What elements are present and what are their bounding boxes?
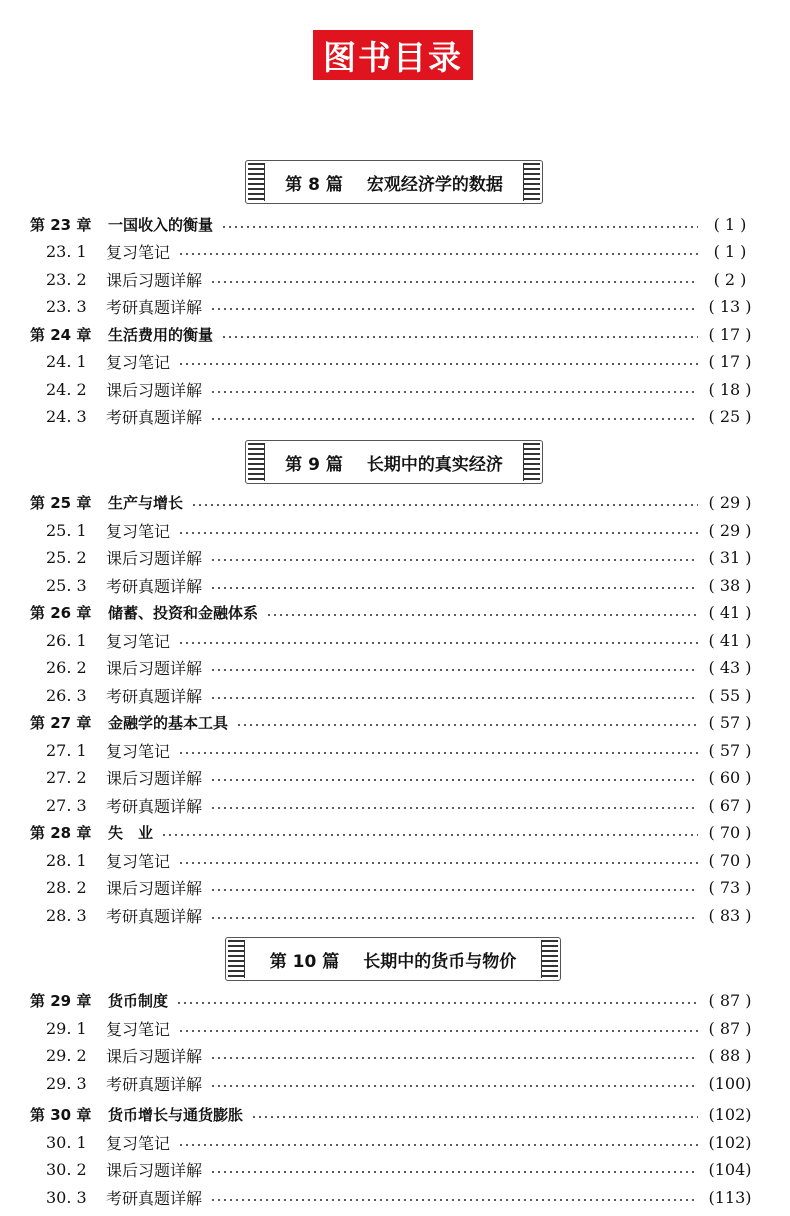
section-entry[interactable] [0, 544, 790, 571]
entry-number: 25. 3 [46, 576, 87, 595]
chapter-entry[interactable] [0, 489, 790, 516]
entry-page-number: ( 57 ) [708, 741, 752, 760]
entry-number: 25. 2 [46, 548, 87, 567]
entry-page-number: ( 38 ) [708, 576, 752, 595]
dot-leader [178, 752, 698, 754]
section-entry[interactable] [0, 1015, 790, 1042]
section-entry[interactable] [0, 238, 790, 265]
entry-title: 金融学的基本工具 [108, 714, 229, 732]
entry-title: 课后习题详解 [106, 549, 203, 568]
dot-leader [236, 724, 698, 726]
entry-page-number: (100) [708, 1074, 752, 1093]
entry-title: 货币制度 [108, 992, 169, 1010]
entry-number: 27. 2 [46, 768, 87, 787]
dot-leader [178, 253, 698, 255]
section-entry[interactable] [0, 682, 790, 709]
section-entry[interactable] [0, 1129, 790, 1156]
entry-page-number: ( 2 ) [713, 270, 747, 289]
chapter-entry[interactable] [0, 599, 790, 626]
entry-number: 28. 3 [46, 906, 87, 925]
entry-page-number: ( 55 ) [708, 686, 752, 705]
part-number: 第 8 篇 [285, 174, 343, 195]
dot-leader [221, 226, 698, 228]
section-entry[interactable] [0, 293, 790, 320]
dot-leader [210, 697, 698, 699]
entry-number: 26. 2 [46, 658, 87, 677]
entry-page-number: ( 29 ) [708, 493, 752, 512]
entry-title: 考研真题详解 [106, 298, 203, 317]
chapter-entry[interactable] [0, 321, 790, 348]
chapter-entry[interactable] [0, 987, 790, 1014]
entry-number: 23. 2 [46, 270, 87, 289]
dot-leader [178, 1144, 698, 1146]
dot-leader [210, 1085, 698, 1087]
entry-page-number: ( 87 ) [708, 991, 752, 1010]
chapter-entry[interactable] [0, 211, 790, 238]
entry-page-number: ( 67 ) [708, 796, 752, 815]
entry-title: 储蓄、投资和金融体系 [108, 604, 259, 622]
entry-title: 货币增长与通货膨胀 [108, 1106, 244, 1124]
dot-leader [178, 862, 698, 864]
entry-page-number: ( 1 ) [713, 242, 747, 261]
entry-title: 生产与增长 [108, 494, 184, 512]
entry-page-number: ( 87 ) [708, 1019, 752, 1038]
dot-leader [178, 642, 698, 644]
entry-title: 失 业 [108, 824, 154, 842]
section-entry[interactable] [0, 792, 790, 819]
entry-number: 28. 2 [46, 878, 87, 897]
entry-page-number: (113) [708, 1188, 752, 1207]
entry-title: 考研真题详解 [106, 1075, 203, 1094]
section-entry[interactable] [0, 764, 790, 791]
entry-number: 第 30 章 [30, 1106, 92, 1124]
entry-number: 30. 3 [46, 1188, 87, 1207]
dot-leader [210, 917, 698, 919]
entry-page-number: ( 18 ) [708, 380, 752, 399]
chapter-entry[interactable] [0, 709, 790, 736]
entry-number: 25. 1 [46, 521, 87, 540]
chapter-entry[interactable] [0, 1101, 790, 1128]
entry-page-number: ( 43 ) [708, 658, 752, 677]
entry-page-number: ( 83 ) [708, 906, 752, 925]
part-title: 长期中的货币与物价 [363, 951, 517, 972]
entry-title: 复习笔记 [106, 742, 171, 761]
section-entry[interactable] [0, 847, 790, 874]
entry-title: 复习笔记 [106, 353, 171, 372]
dot-leader [210, 1171, 698, 1173]
section-entry[interactable] [0, 1042, 790, 1069]
dot-leader [210, 889, 698, 891]
dot-leader [221, 336, 698, 338]
dot-leader [210, 391, 698, 393]
entry-title: 课后习题详解 [106, 381, 203, 400]
part-heading-9 [245, 440, 543, 484]
entry-page-number: ( 88 ) [708, 1046, 752, 1065]
entry-page-number: ( 57 ) [708, 713, 752, 732]
part-heading-8 [245, 160, 543, 204]
entry-page-number: ( 25 ) [708, 407, 752, 426]
part-heading-10 [225, 937, 561, 981]
entry-number: 第 26 章 [30, 604, 92, 622]
section-entry[interactable] [0, 1156, 790, 1183]
entry-title: 考研真题详解 [106, 1189, 203, 1208]
entry-page-number: ( 73 ) [708, 878, 752, 897]
entry-title: 考研真题详解 [106, 577, 203, 596]
section-entry[interactable] [0, 654, 790, 681]
dot-leader [191, 504, 698, 506]
entry-number: 第 24 章 [30, 326, 92, 344]
entry-title: 复习笔记 [106, 522, 171, 541]
dot-leader [266, 614, 698, 616]
part-number: 第 10 篇 [269, 951, 340, 972]
entry-page-number: ( 17 ) [708, 325, 752, 344]
entry-title: 考研真题详解 [106, 907, 203, 926]
dot-leader [210, 587, 698, 589]
entry-number: 26. 1 [46, 631, 87, 650]
part-title: 宏观经济学的数据 [366, 174, 503, 195]
entry-number: 30. 2 [46, 1160, 87, 1179]
dot-leader [210, 281, 698, 283]
entry-title: 考研真题详解 [106, 408, 203, 427]
dot-leader [210, 418, 698, 420]
toc-title-banner: 图书目录 [313, 30, 473, 80]
entry-number: 24. 1 [46, 352, 87, 371]
entry-title: 复习笔记 [106, 243, 171, 262]
entry-number: 第 27 章 [30, 714, 92, 732]
section-entry[interactable] [0, 376, 790, 403]
dot-leader [210, 1199, 698, 1201]
entry-number: 26. 3 [46, 686, 87, 705]
entry-title: 复习笔记 [106, 632, 171, 651]
section-entry[interactable] [0, 348, 790, 375]
entry-title: 一国收入的衡量 [108, 216, 214, 234]
section-entry[interactable] [0, 1070, 790, 1097]
entry-page-number: ( 70 ) [708, 823, 752, 842]
entry-title: 课后习题详解 [106, 271, 203, 290]
entry-number: 24. 3 [46, 407, 87, 426]
section-entry[interactable] [0, 266, 790, 293]
entry-number: 27. 1 [46, 741, 87, 760]
entry-page-number: (102) [708, 1105, 752, 1124]
chapter-entry[interactable] [0, 819, 790, 846]
entry-title: 复习笔记 [106, 1134, 171, 1153]
dot-leader [251, 1116, 698, 1118]
dot-leader [178, 532, 698, 534]
entry-page-number: ( 41 ) [708, 631, 752, 650]
entry-number: 第 28 章 [30, 824, 92, 842]
entry-title: 课后习题详解 [106, 879, 203, 898]
entry-page-number: (104) [708, 1160, 752, 1179]
section-entry[interactable] [0, 627, 790, 654]
section-entry[interactable] [0, 874, 790, 901]
entry-page-number: ( 31 ) [708, 548, 752, 567]
entry-number: 27. 3 [46, 796, 87, 815]
section-entry[interactable] [0, 403, 790, 430]
entry-title: 课后习题详解 [106, 1161, 203, 1180]
dot-leader [178, 1030, 698, 1032]
dot-leader [210, 1057, 698, 1059]
entry-number: 29. 3 [46, 1074, 87, 1093]
entry-number: 24. 2 [46, 380, 87, 399]
entry-page-number: ( 17 ) [708, 352, 752, 371]
entry-title: 复习笔记 [106, 852, 171, 871]
entry-title: 生活费用的衡量 [108, 326, 214, 344]
dot-leader [161, 834, 698, 836]
dot-leader [210, 807, 698, 809]
entry-title: 复习笔记 [106, 1020, 171, 1039]
dot-leader [210, 308, 698, 310]
entry-number: 29. 2 [46, 1046, 87, 1065]
entry-number: 28. 1 [46, 851, 87, 870]
dot-leader [210, 779, 698, 781]
entry-page-number: ( 70 ) [708, 851, 752, 870]
entry-page-number: ( 29 ) [708, 521, 752, 540]
entry-title: 考研真题详解 [106, 797, 203, 816]
entry-page-number: ( 41 ) [708, 603, 752, 622]
dot-leader [176, 1002, 698, 1004]
entry-title: 课后习题详解 [106, 1047, 203, 1066]
entry-number: 第 23 章 [30, 216, 92, 234]
entry-number: 第 25 章 [30, 494, 92, 512]
entry-title: 考研真题详解 [106, 687, 203, 706]
entry-number: 30. 1 [46, 1133, 87, 1152]
part-title: 长期中的真实经济 [366, 454, 503, 475]
section-entry[interactable] [0, 737, 790, 764]
dot-leader [210, 559, 698, 561]
section-entry[interactable] [0, 902, 790, 929]
entry-number: 29. 1 [46, 1019, 87, 1038]
entry-number: 23. 3 [46, 297, 87, 316]
section-entry[interactable] [0, 517, 790, 544]
entry-number: 23. 1 [46, 242, 87, 261]
entry-title: 课后习题详解 [106, 659, 203, 678]
entry-page-number: ( 1 ) [713, 215, 747, 234]
dot-leader [210, 669, 698, 671]
entry-page-number: (102) [708, 1133, 752, 1152]
entry-page-number: ( 13 ) [708, 297, 752, 316]
part-number: 第 9 篇 [285, 454, 343, 475]
entry-page-number: ( 60 ) [708, 768, 752, 787]
entry-title: 课后习题详解 [106, 769, 203, 788]
section-entry[interactable] [0, 572, 790, 599]
section-entry[interactable] [0, 1184, 790, 1211]
entry-number: 第 29 章 [30, 992, 92, 1010]
dot-leader [178, 363, 698, 365]
